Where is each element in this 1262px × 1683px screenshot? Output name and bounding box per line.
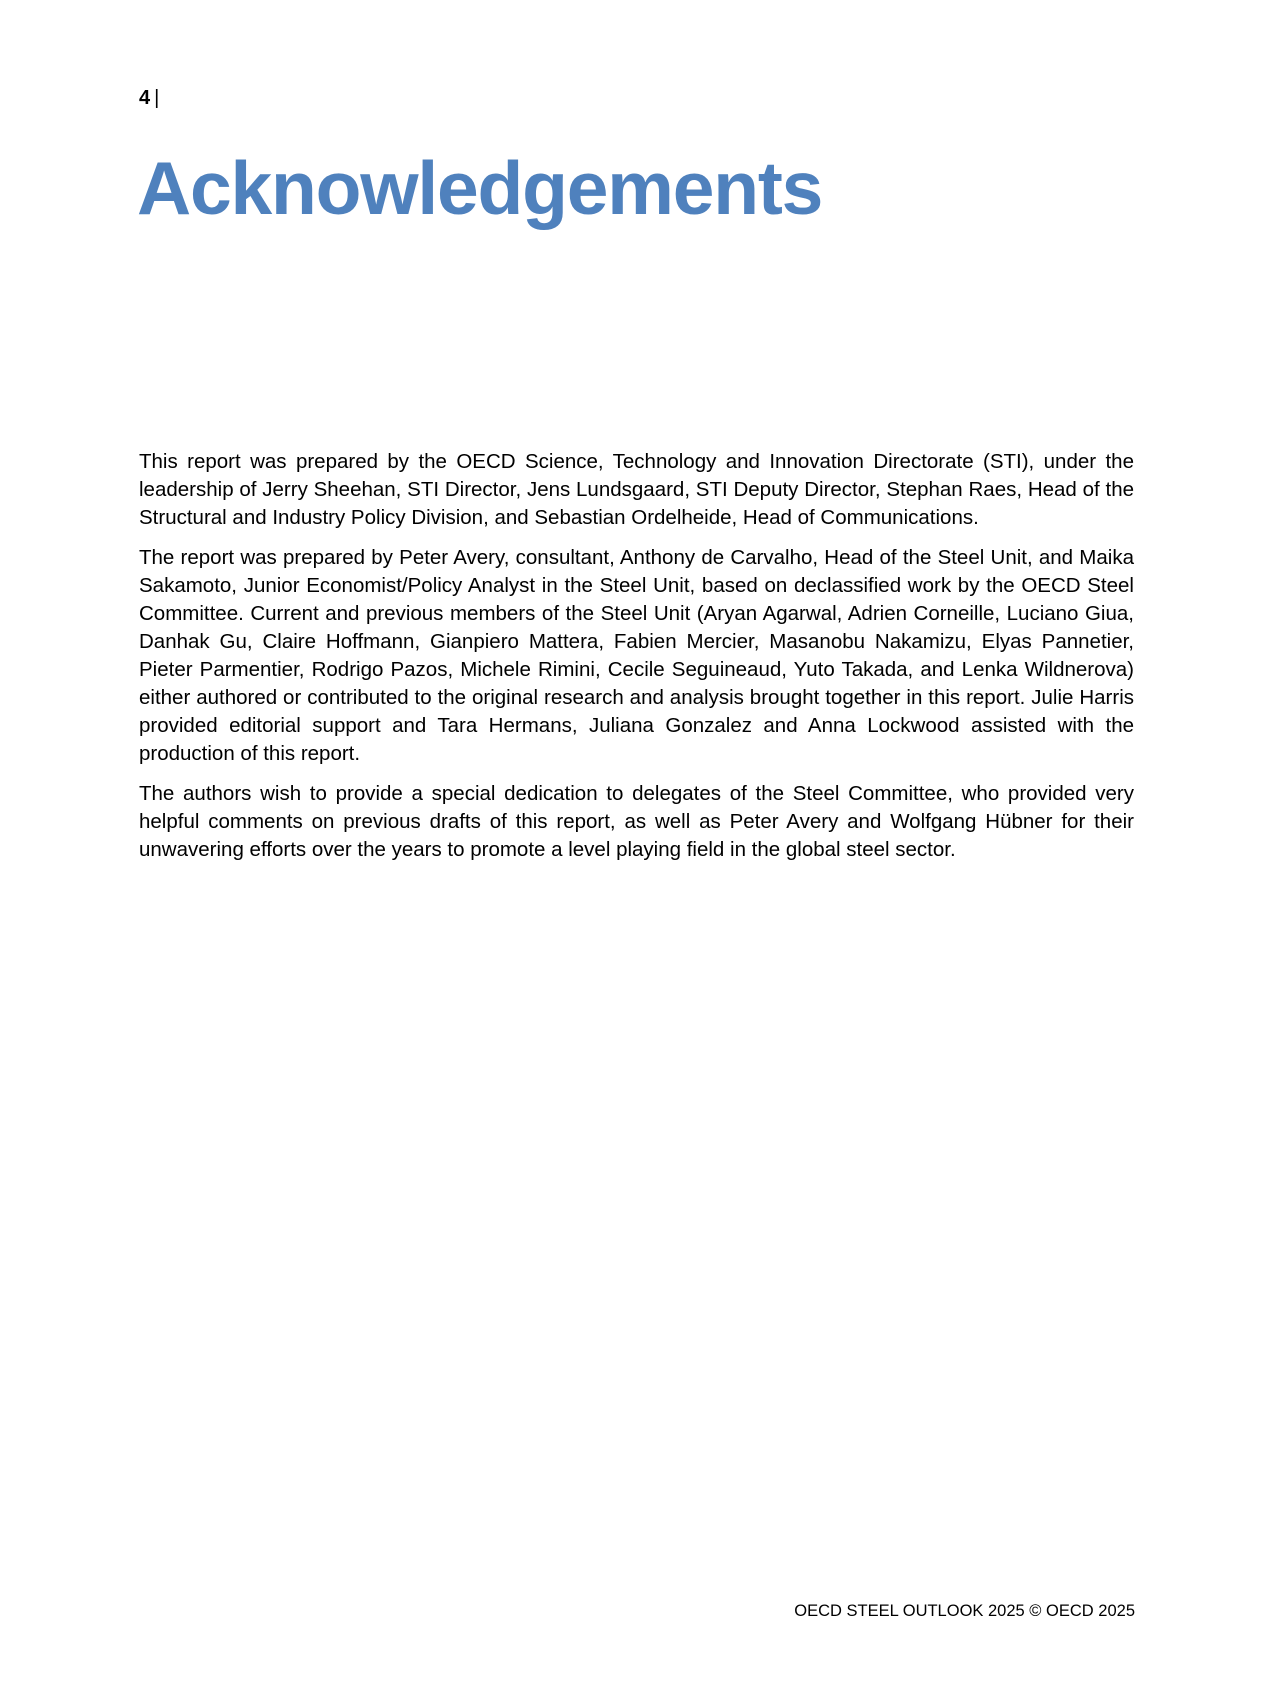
paragraph: The report was prepared by Peter Avery, consultant, Anthony de Carvalho, Head of the Steel Unit, and Maika Sakamoto, Junior Economist/Policy Analyst in the Steel Unit, based on declassified work by the OECD Steel Committee. Current and previous members of the Steel Unit (Aryan Agarwal, Adrien Corneille, Luciano Giua, Danhak Gu, Claire Hoffmann, Gianpiero Mattera, Fabien Mercier, Masanobu Nakamizu, Elyas Pannetier, Pieter Parmentier, Rodrigo Pazos, Michele Rimini, Cecile Seguineaud, Yuto Takada, and Lenka Wildnerova) either authored or contributed to the original research and analysis brought together in this report. Julie Harris provided editorial support and Tara Hermans, Juliana Gonzalez and Anna Lockwood assisted with the production of this report. bbox=[139, 546, 1134, 765]
acknowledgements-body bbox=[139, 448, 1134, 876]
page-number-value: 4 bbox=[139, 87, 151, 109]
page-title: Acknowledgements bbox=[137, 146, 823, 230]
page-footer: OECD STEEL OUTLOOK 2025 © OECD 2025 bbox=[794, 1602, 1135, 1620]
page-number-separator: | bbox=[154, 87, 160, 109]
page-number bbox=[139, 86, 159, 110]
paragraph: This report was prepared by the OECD Science, Technology and Innovation Directorate (STI), under the leadership of Jerry Sheehan, STI Director, Jens Lundsgaard, STI Deputy Director, Stephan Raes, Head of the Structural and Industry Policy Division, and Sebastian Ordelheide, Head of Communications. bbox=[139, 450, 1134, 529]
paragraph: The authors wish to provide a special dedication to delegates of the Steel Committee, who provided very helpful comments on previous drafts of this report, as well as Peter Avery and Wolfgang Hübner for their unwavering efforts over the years to promote a level playing field in the global steel sector. bbox=[139, 782, 1134, 861]
